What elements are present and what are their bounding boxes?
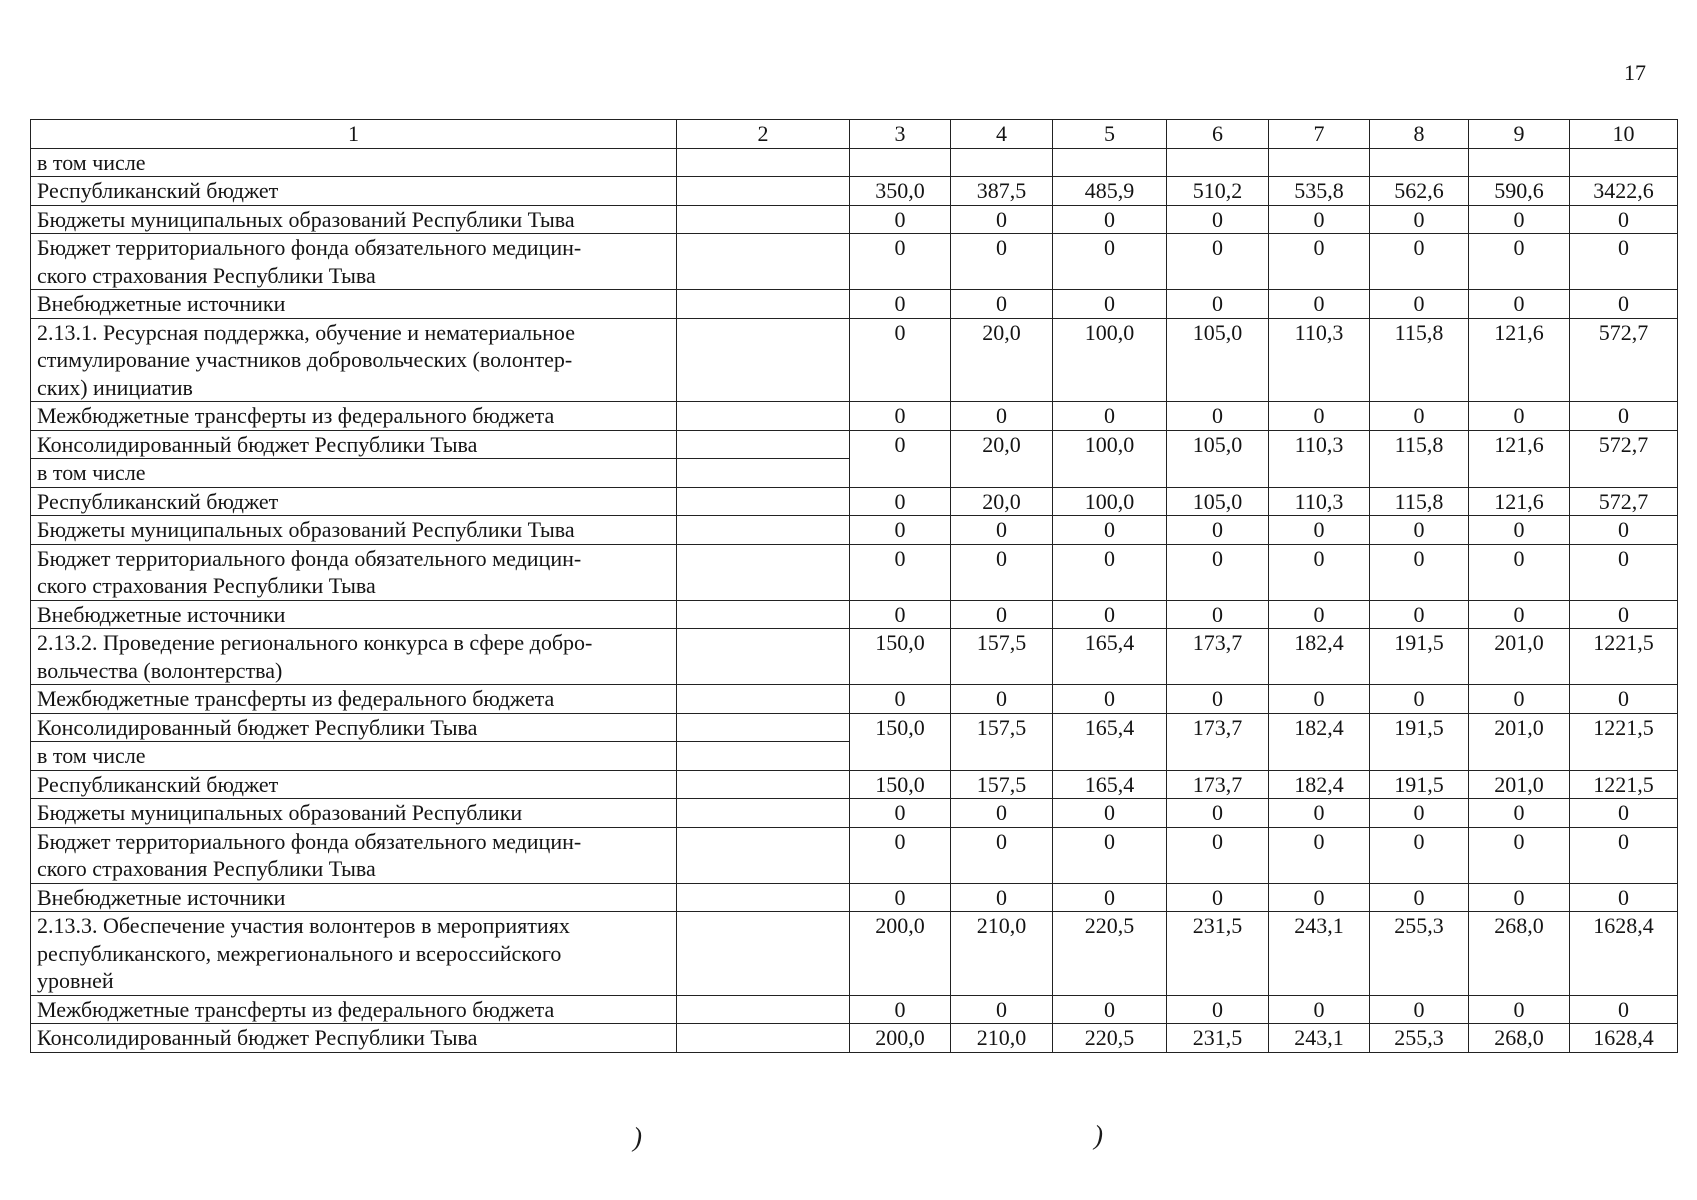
value-cell: 0 (1570, 685, 1678, 714)
value-cell: 255,3 (1370, 912, 1469, 996)
empty-cell (677, 995, 850, 1024)
row-label: в том числе (31, 148, 677, 177)
value-cell: 0 (1469, 205, 1570, 234)
value-cell: 0 (850, 487, 951, 516)
value-cell: 485,9 (1053, 177, 1167, 206)
value-cell: 0 (1269, 600, 1370, 629)
value-cell: 121,6 (1469, 430, 1570, 487)
value-cell: 110,3 (1269, 487, 1370, 516)
value-cell: 0 (850, 883, 951, 912)
value-cell: 110,3 (1269, 318, 1370, 402)
value-cell: 350,0 (850, 177, 951, 206)
table-row (31, 685, 1678, 714)
empty-cell (1053, 148, 1167, 177)
value-cell: 0 (1570, 402, 1678, 431)
value-cell: 100,0 (1053, 318, 1167, 402)
value-cell: 0 (1370, 799, 1469, 828)
value-cell: 0 (1053, 995, 1167, 1024)
column-header: 9 (1469, 120, 1570, 149)
value-cell: 0 (1370, 883, 1469, 912)
value-cell: 1628,4 (1570, 912, 1678, 996)
table-row (31, 600, 1678, 629)
row-label: Республиканский бюджет (31, 770, 677, 799)
row-label: Консолидированный бюджет Республики Тыва (31, 713, 677, 742)
value-cell: 535,8 (1269, 177, 1370, 206)
value-cell: 0 (1167, 799, 1269, 828)
value-cell: 0 (1269, 402, 1370, 431)
value-cell: 105,0 (1167, 318, 1269, 402)
value-cell: 0 (1469, 883, 1570, 912)
value-cell: 0 (1469, 995, 1570, 1024)
value-cell: 0 (1570, 995, 1678, 1024)
value-cell: 0 (1570, 883, 1678, 912)
table-row (31, 402, 1678, 431)
value-cell: 0 (1053, 402, 1167, 431)
value-cell: 243,1 (1269, 912, 1370, 996)
value-cell: 572,7 (1570, 487, 1678, 516)
value-cell: 210,0 (951, 912, 1053, 996)
value-cell: 0 (1469, 799, 1570, 828)
row-label: Внебюджетные источники (31, 883, 677, 912)
empty-cell (1269, 148, 1370, 177)
row-label: Консолидированный бюджет Республики Тыва (31, 430, 677, 459)
empty-cell (677, 205, 850, 234)
value-cell: 200,0 (850, 912, 951, 996)
empty-cell (677, 629, 850, 685)
value-cell: 0 (1370, 685, 1469, 714)
value-cell: 0 (850, 600, 951, 629)
value-cell: 105,0 (1167, 487, 1269, 516)
value-cell: 182,4 (1269, 629, 1370, 685)
value-cell: 0 (850, 544, 951, 600)
empty-cell (1370, 148, 1469, 177)
value-cell: 0 (850, 799, 951, 828)
value-cell: 0 (1469, 290, 1570, 319)
value-cell: 0 (1053, 205, 1167, 234)
value-cell: 0 (1269, 883, 1370, 912)
value-cell: 105,0 (1167, 430, 1269, 487)
value-cell: 510,2 (1167, 177, 1269, 206)
value-cell: 220,5 (1053, 1024, 1167, 1053)
value-cell: 210,0 (951, 1024, 1053, 1053)
value-cell: 0 (1469, 402, 1570, 431)
value-cell: 0 (1269, 544, 1370, 600)
row-label: Межбюджетные трансферты из федерального бюджета (31, 402, 677, 431)
value-cell: 0 (951, 205, 1053, 234)
empty-cell (951, 148, 1053, 177)
value-cell: 173,7 (1167, 629, 1269, 685)
empty-cell (677, 770, 850, 799)
value-cell: 0 (850, 827, 951, 883)
table-row (31, 318, 1678, 402)
value-cell: 572,7 (1570, 318, 1678, 402)
row-label: 2.13.2. Проведение регионального конкурса в сфере добро- вольчества (волонтерства) (31, 629, 677, 685)
table-row (31, 205, 1678, 234)
value-cell: 0 (1570, 516, 1678, 545)
value-cell: 1221,5 (1570, 713, 1678, 770)
value-cell: 0 (1053, 234, 1167, 290)
value-cell: 0 (1053, 544, 1167, 600)
value-cell: 0 (850, 995, 951, 1024)
table-row (31, 1024, 1678, 1053)
value-cell: 0 (1167, 516, 1269, 545)
value-cell: 0 (1370, 516, 1469, 545)
row-label: Бюджеты муниципальных образований Республики Тыва (31, 205, 677, 234)
value-cell: 0 (1269, 827, 1370, 883)
value-cell: 191,5 (1370, 713, 1469, 770)
value-cell: 0 (1570, 799, 1678, 828)
value-cell: 572,7 (1570, 430, 1678, 487)
row-label: 2.13.3. Обеспечение участия волонтеров в мероприятиях республиканского, межрегионального и всероссийского уровней (31, 912, 677, 996)
value-cell: 0 (1570, 544, 1678, 600)
empty-cell (677, 318, 850, 402)
value-cell: 0 (1469, 544, 1570, 600)
header-row (31, 120, 1678, 149)
table-body (31, 148, 1678, 1052)
value-cell: 150,0 (850, 629, 951, 685)
table-row (31, 629, 1678, 685)
value-cell: 0 (951, 883, 1053, 912)
empty-cell (1167, 148, 1269, 177)
value-cell: 115,8 (1370, 318, 1469, 402)
empty-cell (677, 883, 850, 912)
value-cell: 0 (1053, 799, 1167, 828)
value-cell: 165,4 (1053, 629, 1167, 685)
value-cell: 0 (951, 995, 1053, 1024)
value-cell: 0 (1570, 290, 1678, 319)
value-cell: 0 (1269, 516, 1370, 545)
empty-cell (677, 290, 850, 319)
page-number: 17 (1624, 60, 1646, 85)
row-label: Бюджеты муниципальных образований Республики Тыва (31, 516, 677, 545)
value-cell: 0 (850, 402, 951, 431)
value-cell: 243,1 (1269, 1024, 1370, 1053)
table-row (31, 912, 1678, 996)
value-cell: 121,6 (1469, 487, 1570, 516)
value-cell: 0 (850, 290, 951, 319)
value-cell: 0 (1370, 234, 1469, 290)
value-cell: 201,0 (1469, 629, 1570, 685)
value-cell: 0 (1053, 290, 1167, 319)
empty-cell (677, 742, 850, 771)
value-cell: 20,0 (951, 318, 1053, 402)
column-header: 5 (1053, 120, 1167, 149)
value-cell: 0 (1469, 827, 1570, 883)
table-row (31, 770, 1678, 799)
value-cell: 0 (1269, 685, 1370, 714)
value-cell: 0 (951, 600, 1053, 629)
value-cell: 0 (951, 827, 1053, 883)
value-cell: 165,4 (1053, 770, 1167, 799)
value-cell: 0 (1167, 827, 1269, 883)
value-cell: 0 (1269, 290, 1370, 319)
value-cell: 1628,4 (1570, 1024, 1678, 1053)
value-cell: 387,5 (951, 177, 1053, 206)
value-cell: 0 (1053, 685, 1167, 714)
column-header: 10 (1570, 120, 1678, 149)
row-label: Внебюджетные источники (31, 290, 677, 319)
column-header: 2 (677, 120, 850, 149)
value-cell: 182,4 (1269, 770, 1370, 799)
value-cell: 150,0 (850, 713, 951, 770)
value-cell: 115,8 (1370, 430, 1469, 487)
value-cell: 562,6 (1370, 177, 1469, 206)
row-label: Межбюджетные трансферты из федерального бюджета (31, 995, 677, 1024)
value-cell: 0 (1269, 995, 1370, 1024)
value-cell: 0 (850, 318, 951, 402)
value-cell: 255,3 (1370, 1024, 1469, 1053)
value-cell: 0 (1167, 205, 1269, 234)
table-row (31, 177, 1678, 206)
value-cell: 0 (1053, 827, 1167, 883)
empty-cell (677, 600, 850, 629)
row-label: Консолидированный бюджет Республики Тыва (31, 1024, 677, 1053)
value-cell: 1221,5 (1570, 770, 1678, 799)
value-cell: 0 (1053, 883, 1167, 912)
value-cell: 1221,5 (1570, 629, 1678, 685)
table-row (31, 487, 1678, 516)
row-label: Республиканский бюджет (31, 177, 677, 206)
empty-cell (677, 487, 850, 516)
empty-cell (677, 1024, 850, 1053)
empty-cell (677, 402, 850, 431)
empty-cell (677, 685, 850, 714)
value-cell: 0 (951, 234, 1053, 290)
row-label: Республиканский бюджет (31, 487, 677, 516)
value-cell: 0 (1167, 290, 1269, 319)
value-cell: 191,5 (1370, 770, 1469, 799)
empty-cell (677, 430, 850, 459)
row-label: Бюджет территориального фонда обязательного медицин- ского страхования Республики Тыва (31, 234, 677, 290)
value-cell: 157,5 (951, 770, 1053, 799)
row-label: Межбюджетные трансферты из федерального бюджета (31, 685, 677, 714)
value-cell: 0 (951, 799, 1053, 828)
value-cell: 182,4 (1269, 713, 1370, 770)
row-label: 2.13.1. Ресурсная поддержка, обучение и нематериальное стимулирование участников добровольческих (волонтер- ских) инициатив (31, 318, 677, 402)
table-row (31, 430, 1678, 459)
value-cell: 0 (1370, 995, 1469, 1024)
empty-cell (850, 148, 951, 177)
value-cell: 0 (1469, 600, 1570, 629)
row-label: Внебюджетные источники (31, 600, 677, 629)
scan-mark: ) (633, 1122, 642, 1152)
value-cell: 0 (1469, 234, 1570, 290)
value-cell: 0 (850, 430, 951, 487)
value-cell: 173,7 (1167, 770, 1269, 799)
value-cell: 0 (951, 516, 1053, 545)
value-cell: 0 (1269, 205, 1370, 234)
value-cell: 191,5 (1370, 629, 1469, 685)
table-row (31, 544, 1678, 600)
value-cell: 3422,6 (1570, 177, 1678, 206)
value-cell: 0 (1370, 544, 1469, 600)
value-cell: 0 (951, 544, 1053, 600)
table-row (31, 827, 1678, 883)
column-header: 7 (1269, 120, 1370, 149)
value-cell: 0 (850, 234, 951, 290)
table-row (31, 148, 1678, 177)
value-cell: 0 (1167, 402, 1269, 431)
value-cell: 231,5 (1167, 1024, 1269, 1053)
empty-cell (677, 713, 850, 742)
value-cell: 165,4 (1053, 713, 1167, 770)
value-cell: 0 (1370, 290, 1469, 319)
value-cell: 0 (951, 402, 1053, 431)
value-cell: 231,5 (1167, 912, 1269, 996)
value-cell: 0 (1167, 234, 1269, 290)
value-cell: 0 (1167, 544, 1269, 600)
value-cell: 0 (1469, 516, 1570, 545)
value-cell: 100,0 (1053, 487, 1167, 516)
empty-cell (677, 459, 850, 488)
value-cell: 100,0 (1053, 430, 1167, 487)
value-cell: 0 (1269, 234, 1370, 290)
empty-cell (1469, 148, 1570, 177)
column-header: 6 (1167, 120, 1269, 149)
value-cell: 0 (951, 685, 1053, 714)
empty-cell (677, 177, 850, 206)
value-cell: 268,0 (1469, 1024, 1570, 1053)
row-label: в том числе (31, 742, 677, 771)
column-header: 8 (1370, 120, 1469, 149)
empty-cell (677, 544, 850, 600)
value-cell: 0 (1370, 600, 1469, 629)
table-row (31, 713, 1678, 742)
empty-cell (677, 234, 850, 290)
value-cell: 0 (1570, 827, 1678, 883)
value-cell: 0 (1469, 685, 1570, 714)
table-row (31, 516, 1678, 545)
value-cell: 590,6 (1469, 177, 1570, 206)
row-label: в том числе (31, 459, 677, 488)
value-cell: 20,0 (951, 487, 1053, 516)
value-cell: 0 (1167, 883, 1269, 912)
value-cell: 0 (1570, 205, 1678, 234)
value-cell: 0 (1053, 600, 1167, 629)
column-header: 3 (850, 120, 951, 149)
value-cell: 157,5 (951, 629, 1053, 685)
value-cell: 0 (850, 516, 951, 545)
budget-table (30, 119, 1678, 1053)
value-cell: 150,0 (850, 770, 951, 799)
value-cell: 0 (1269, 799, 1370, 828)
row-label: Бюджеты муниципальных образований Республики (31, 799, 677, 828)
value-cell: 0 (1370, 402, 1469, 431)
value-cell: 0 (1053, 516, 1167, 545)
value-cell: 0 (850, 685, 951, 714)
table-row (31, 799, 1678, 828)
value-cell: 220,5 (1053, 912, 1167, 996)
column-header: 4 (951, 120, 1053, 149)
empty-cell (677, 912, 850, 996)
empty-cell (677, 516, 850, 545)
empty-cell (1570, 148, 1678, 177)
value-cell: 121,6 (1469, 318, 1570, 402)
value-cell: 201,0 (1469, 713, 1570, 770)
value-cell: 0 (1570, 600, 1678, 629)
value-cell: 20,0 (951, 430, 1053, 487)
value-cell: 0 (1167, 600, 1269, 629)
table-row (31, 883, 1678, 912)
value-cell: 0 (1370, 205, 1469, 234)
scan-mark: ) (1094, 1120, 1103, 1150)
value-cell: 0 (951, 290, 1053, 319)
value-cell: 0 (1570, 234, 1678, 290)
value-cell: 173,7 (1167, 713, 1269, 770)
value-cell: 115,8 (1370, 487, 1469, 516)
row-label: Бюджет территориального фонда обязательного медицин- ского страхования Республики Тыва (31, 827, 677, 883)
empty-cell (677, 827, 850, 883)
value-cell: 0 (1370, 827, 1469, 883)
row-label: Бюджет территориального фонда обязательного медицин- ского страхования Республики Тыва (31, 544, 677, 600)
table-row (31, 290, 1678, 319)
column-header: 1 (31, 120, 677, 149)
value-cell: 157,5 (951, 713, 1053, 770)
value-cell: 200,0 (850, 1024, 951, 1053)
value-cell: 0 (850, 205, 951, 234)
table-row (31, 234, 1678, 290)
table-row (31, 995, 1678, 1024)
table-header (31, 120, 1678, 149)
value-cell: 0 (1167, 685, 1269, 714)
value-cell: 268,0 (1469, 912, 1570, 996)
value-cell: 201,0 (1469, 770, 1570, 799)
value-cell: 110,3 (1269, 430, 1370, 487)
value-cell: 0 (1167, 995, 1269, 1024)
empty-cell (677, 148, 850, 177)
empty-cell (677, 799, 850, 828)
